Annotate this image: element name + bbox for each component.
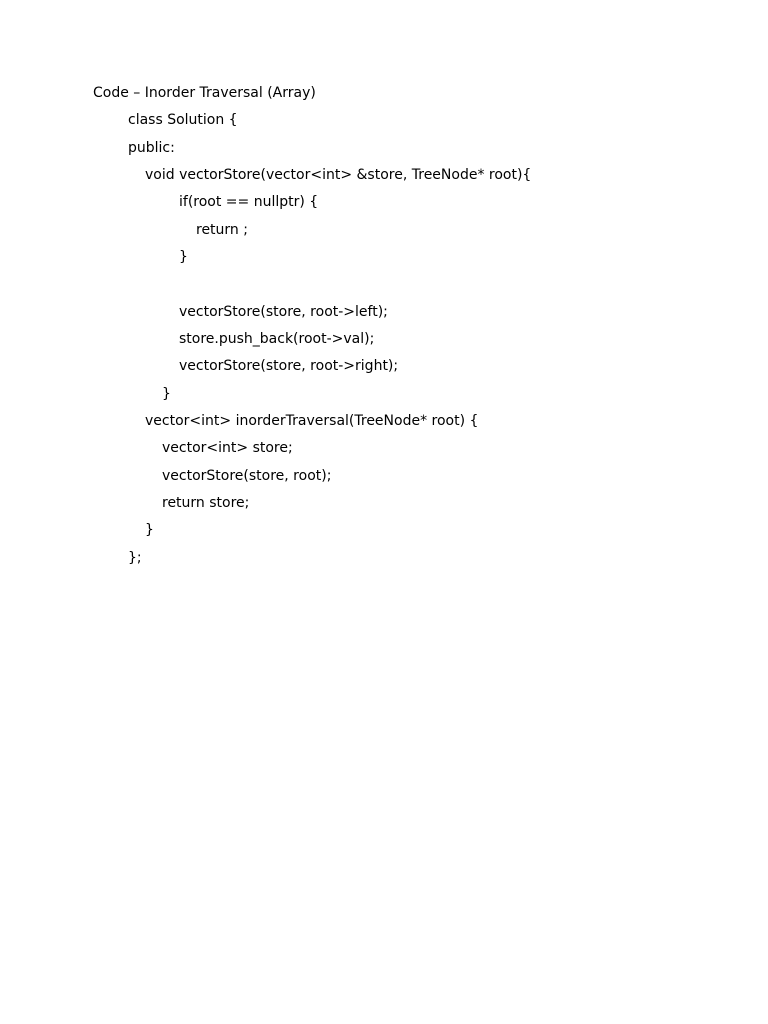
code-line: vectorStore(store, root); — [162, 468, 332, 484]
code-line: return ; — [196, 222, 248, 238]
document-title: Code – Inorder Traversal (Array) — [93, 85, 316, 101]
code-line: }; — [128, 550, 142, 566]
code-line: vectorStore(store, root->left); — [179, 304, 388, 320]
code-line: } — [162, 386, 171, 402]
code-line: public: — [128, 140, 175, 156]
code-line: } — [179, 249, 188, 265]
code-line: vector<int> store; — [162, 440, 293, 456]
code-line: class Solution { — [128, 112, 238, 128]
code-line: vector<int> inorderTraversal(TreeNode* root) { — [145, 413, 479, 429]
code-line: return store; — [162, 495, 250, 511]
code-line: vectorStore(store, root->right); — [179, 358, 399, 374]
code-line: if(root == nullptr) { — [179, 194, 319, 210]
code-line: } — [145, 522, 154, 538]
code-line: store.push_back(root->val); — [179, 331, 375, 347]
code-line: void vectorStore(vector<int> &store, TreeNode* root){ — [145, 167, 532, 183]
